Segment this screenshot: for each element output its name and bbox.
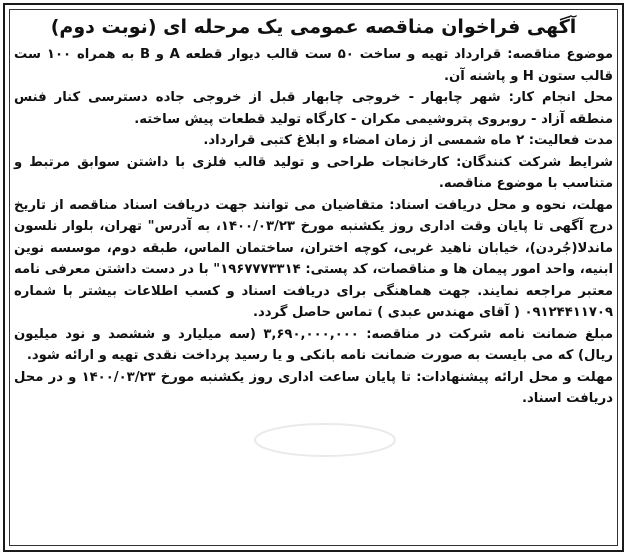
participants-paragraph	[14, 152, 613, 195]
submission-text: تا پایان ساعت اداری روز یکشنبه مورخ ۱۴۰۰/۰۳/۲۳ و در محل دریافت اسناد.	[14, 369, 613, 406]
location-text: شهر چابهار - خروجی چابهار قبل از خروجی جاده دسترسی کنار فنس منطقه آزاد - روبروی پتروشیمی مکران - کارگاه تولید قطعات پیش ساخته.	[14, 90, 613, 127]
subject-text: قرارداد تهیه و ساخت ۵۰ ست قالب دیوار قطعه A و B به همراه ۱۰۰ ست قالب ستون H و پاشنه آن.	[14, 47, 613, 84]
location-paragraph	[14, 87, 613, 130]
guarantee-paragraph	[14, 324, 613, 367]
duration-text: ۲ ماه شمسی از زمان امضاء و ابلاغ کتبی قرارداد.	[203, 133, 529, 148]
participants-text: کارخانجات طراحی و تولید قالب فلزی با داشتن سوابق مرتبط و متناسب با موضوع مناقصه.	[14, 154, 613, 191]
submission-label: مهلت و محل ارائه پیشنهادات:	[416, 369, 613, 385]
submission-paragraph	[14, 367, 613, 410]
duration-label: مدت فعالیت:	[528, 133, 613, 148]
tender-notice	[14, 12, 613, 410]
location-label: محل انجام کار:	[508, 90, 614, 105]
documents-paragraph	[14, 195, 613, 324]
subject-label: موضوع مناقصه:	[507, 47, 614, 62]
notice-title: آگهی فراخوان مناقصه عمومی یک مرحله ای (نوبت دوم)	[50, 16, 577, 38]
documents-text: متقاضیان می توانند جهت دریافت اسناد مناقصه از تاریخ درج آگهی تا پایان وقت اداری روز یکشنبه مورخ ۱۴۰۰/۰۳/۲۳، به آدرس" تهران، بلوار نلسون ماندلا(جُردن)، خیابان ناهید غربی، کوچه اختران، ساختمان الماس، طبقه دوم، موسسه نوین ابنیه، واحد امور پیمان ها و مناقصات، کد پستی: ۱۹۶۷۷۷۳۳۱۴" با در دست داشتن معرفی نامه معتبر مراجعه نمایند. جهت هماهنگی برای دریافت اسناد و کسب اطلاعات بیشتر با شماره ۰۹۱۲۴۴۱۱۷۰۹ ( آقای مهندس عبدی ) تماس حاصل گردد.	[14, 197, 613, 320]
guarantee-text: مبلغ ضمانت نامه شرکت در مناقصه: ۳,۶۹۰,۰۰۰,۰۰۰ (سه میلیارد و ششصد و نود میلیون ریال) که می بایست به صورت ضمانت نامه بانکی و یا رسید پرداخت نقدی تهیه و ارائه شود.	[14, 326, 614, 363]
participants-label: شرایط شرکت کنندگان:	[456, 154, 614, 170]
duration-paragraph	[14, 130, 613, 152]
documents-label: مهلت، نحوه و محل دریافت اسناد:	[389, 197, 613, 213]
subject-paragraph	[14, 44, 613, 87]
